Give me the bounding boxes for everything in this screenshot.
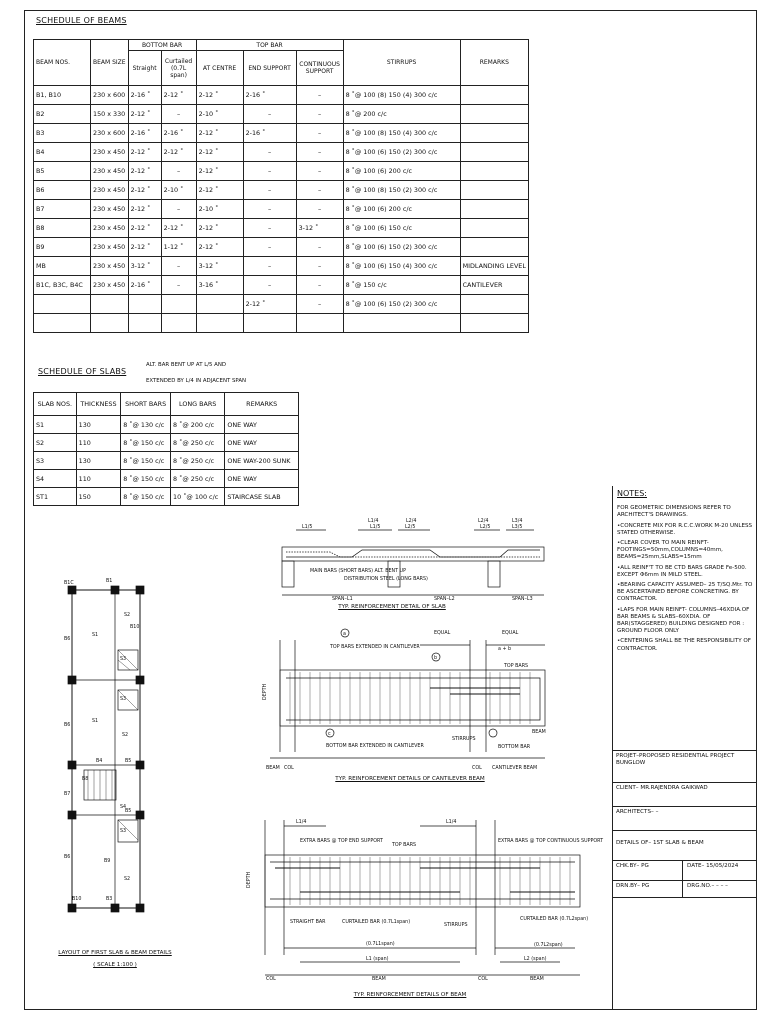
beam-cell-curtailed: 2-16 ˚	[161, 124, 196, 143]
note-item: •CENTERING SHALL BE THE RESPONSIBILITY OF CONTRACTOR.	[617, 638, 752, 652]
beam-cell-beam-size: 230 x 450	[91, 181, 129, 200]
beam-cell-end-support: –	[243, 162, 296, 181]
slab-label-l2-4: L2/4	[406, 519, 417, 524]
beam-cell-straight: 2-16 ˚	[128, 276, 161, 295]
slab-cell: 130	[76, 416, 121, 434]
title-block-date: DATE– 15/05/2024	[682, 860, 757, 880]
col-header-beam-nos: BEAM NOS.	[34, 40, 91, 86]
beam-cell-end-support: 2-12 ˚	[243, 295, 296, 314]
beam-label-beam-2: BEAM	[530, 977, 544, 982]
plan-label-b4: B4	[96, 759, 103, 764]
col-header-bottom-bar: BOTTOM BAR	[128, 40, 196, 51]
beam-cell-end-support: –	[243, 276, 296, 295]
beam-cell-continuous-support: –	[296, 105, 343, 124]
beam-cell-continuous-support: 3-12 ˚	[296, 219, 343, 238]
title-block-project: PROJET–PROPOSED RESIDENTIAL PROJECT BUNGLOW	[612, 750, 757, 782]
beam-cell-curtailed: –	[161, 162, 196, 181]
beam-cell-end-support: 2-16 ˚	[243, 86, 296, 105]
beam-cell-straight: 2-12 ˚	[128, 219, 161, 238]
slab-reinforcement-detail	[282, 530, 544, 595]
slab-col-header: SLAB NOS.	[34, 393, 77, 416]
beam-cell-beam-size: 230 x 450	[91, 200, 129, 219]
beam-cell-at-centre: 2-12 ˚	[196, 124, 243, 143]
beam-cell-curtailed: –	[161, 276, 196, 295]
beam-cell-end-support: –	[243, 200, 296, 219]
slab-cell: 8 ˚@ 150 c/c	[121, 452, 171, 470]
cant-label-c: c	[328, 732, 331, 737]
cantilever-caption: TYP. REINFORCEMENT DETAILS OF CANTILEVER BEAM	[335, 776, 485, 782]
beam-cell-beam-nos: B4	[34, 143, 91, 162]
title-block-drg-no: DRG.NO.– – – –	[682, 880, 757, 898]
col-header-top-bar: TOP BAR	[196, 40, 343, 51]
slab-label-l3-5: L3/5	[512, 525, 523, 530]
beam-cell-beam-size: 230 x 450	[91, 238, 129, 257]
beam-cell-at-centre: 2-10 ˚	[196, 105, 243, 124]
beam-cell-at-centre: 2-12 ˚	[196, 238, 243, 257]
beam-cell-straight: 2-16 ˚	[128, 86, 161, 105]
beam-cell-at-centre: 2-12 ˚	[196, 162, 243, 181]
beam-cell-beam-nos: B6	[34, 181, 91, 200]
cant-label-cant-beam: CANTILEVER BEAM	[492, 766, 538, 771]
beam-cell-end-support: –	[243, 219, 296, 238]
beam-cell-beam-nos: MB	[34, 257, 91, 276]
beam-cell-beam-size: 230 x 450	[91, 257, 129, 276]
slab-cell: ONE WAY	[225, 470, 299, 488]
slab-cell: 8 ˚@ 250 c/c	[171, 470, 225, 488]
plan-label-b6a: B6	[64, 637, 71, 642]
beam-cell-at-centre: 2-12 ˚	[196, 143, 243, 162]
plan-label-b1: B1	[106, 579, 113, 584]
beam-cell-stirrups: 8 ˚@ 100 (6) 150 c/c	[343, 219, 460, 238]
beam-cell-end-support: –	[243, 181, 296, 200]
beam-label-extra-end: EXTRA BARS @ TOP END SUPPORT	[300, 839, 383, 844]
slab-cell: 8 ˚@ 130 c/c	[121, 416, 171, 434]
beam-cell-straight: 2-12 ˚	[128, 181, 161, 200]
beam-cell-stirrups: 8 ˚@ 100 (6) 150 (2) 300 c/c	[343, 238, 460, 257]
note-item: •ALL REINF'T TO BE CTD BARS GRADE Fe-500. EXCEPT Φ6mm IN MILD STEEL.	[617, 564, 747, 578]
beam-cell-end-support: 2-16 ˚	[243, 124, 296, 143]
beam-cell-straight: 2-12 ˚	[128, 162, 161, 181]
beam-cell-straight: 2-12 ˚	[128, 238, 161, 257]
beam-cell-curtailed: –	[161, 200, 196, 219]
beam-cell-at-centre: 3-16 ˚	[196, 276, 243, 295]
layout-scale: ( SCALE 1:100 )	[93, 962, 137, 968]
plan-label-b7: B7	[64, 792, 71, 797]
beam-cell-beam-nos: B5	[34, 162, 91, 181]
slab-cell: 8 ˚@ 200 c/c	[171, 416, 225, 434]
cant-label-a: a	[343, 632, 346, 637]
slab-cell: ST1	[34, 488, 77, 506]
beam-cell-beam-nos: B1, B10	[34, 86, 91, 105]
slab-cell: S1	[34, 416, 77, 434]
slab-label-l2-4b: L2/4	[478, 519, 489, 524]
slab-label-l1-5b: L1/5	[370, 525, 381, 530]
slab-label-main-bars: MAIN BARS (SHORT BARS) ALT. BENT UP	[310, 569, 406, 574]
beam-label-straight-bar: STRAIGHT BAR	[290, 920, 326, 925]
beam-cell-remarks: MIDLANDING LEVEL	[460, 257, 528, 276]
title-block-chk-by: CHK.BY– PG	[612, 860, 682, 880]
layout-caption: LAYOUT OF FIRST SLAB & BEAM DETAILS	[58, 950, 172, 956]
beam-cell-continuous-support: –	[296, 124, 343, 143]
cant-label-beam-2: BEAM	[532, 730, 546, 735]
beam-label-span2-07: (0.7L2span)	[534, 943, 563, 948]
beam-cell-beam-size: 230 x 450	[91, 219, 129, 238]
beam-cell-continuous-support: –	[296, 257, 343, 276]
beam-label-col-1: COL	[266, 977, 276, 982]
cant-label-bottom-bar: BOTTOM BAR	[498, 745, 531, 750]
slab-label-span-l3: SPAN–L3	[512, 597, 533, 602]
cant-label-top-bars: TOP BARS	[504, 664, 529, 669]
beam-cell-straight: 2-12 ˚	[128, 105, 161, 124]
slab-cell: 150	[76, 488, 121, 506]
beam-label-top-bars: TOP BARS	[392, 843, 417, 848]
beam-cell-continuous-support: –	[296, 143, 343, 162]
col-header-remarks: REMARKS	[460, 40, 528, 86]
beam-cell-beam-nos: B7	[34, 200, 91, 219]
slab-col-header: REMARKS	[225, 393, 299, 416]
title-block-client: CLIENT– MR.RAJENDRA GAIKWAD	[612, 782, 757, 806]
beam-caption: TYP. REINFORCEMENT DETAILS OF BEAM	[353, 992, 467, 998]
cant-label-stirrups: STIRRUPS	[452, 737, 476, 742]
slab-col-header: THICKNESS	[76, 393, 121, 416]
beam-schedule-title: SCHEDULE OF BEAMS	[36, 16, 127, 25]
beam-cell-curtailed: 1-12 ˚	[161, 238, 196, 257]
slab-cell: 8 ˚@ 150 c/c	[121, 470, 171, 488]
plan-label-b10: B10	[130, 625, 140, 630]
beam-label-extra-cont: EXTRA BARS @ TOP CONTINUOUS SUPPORT	[498, 839, 604, 844]
slab-cell: S2	[34, 434, 77, 452]
beam-cell-beam-nos: B8	[34, 219, 91, 238]
slab-cell: ONE WAY	[225, 416, 299, 434]
slab-cell: 8 ˚@ 150 c/c	[121, 434, 171, 452]
slab-col-header: LONG BARS	[171, 393, 225, 416]
cant-label-col: COL	[284, 766, 294, 771]
beam-cell-continuous-support: –	[296, 181, 343, 200]
note-item: •BEARING CAPACITY ASSUMED– 25 T/SQ.Mtr. TO BE ASCERTAINED BEFORE CONCRETING. BY CONTRACTOR.	[617, 582, 753, 603]
slab-label-l1-4: L1/4	[368, 519, 379, 524]
beam-label-stirrups: STIRRUPS	[444, 923, 468, 928]
beam-cell-stirrups: 8 ˚@ 100 (8) 150 (4) 300 c/c	[343, 86, 460, 105]
beam-cell-at-centre: 2-10 ˚	[196, 200, 243, 219]
col-header-continuous-support: CONTINUOUS SUPPORT	[296, 51, 343, 86]
slab-cell: 8 ˚@ 250 c/c	[171, 434, 225, 452]
plan-label-s4: S4	[120, 805, 127, 810]
beam-cell-continuous-support: –	[296, 276, 343, 295]
col-header-beam-size: BEAM SIZE	[91, 40, 129, 86]
slab-cell: ONE WAY	[225, 434, 299, 452]
beam-cell-straight: 2-12 ˚	[128, 200, 161, 219]
beam-cell-at-centre: 2-12 ˚	[196, 86, 243, 105]
beam-cell-curtailed: –	[161, 257, 196, 276]
col-header-straight: Straight	[128, 51, 161, 86]
beam-cell-continuous-support: –	[296, 200, 343, 219]
beam-cell-beam-nos: B3	[34, 124, 91, 143]
beam-label-span2: L2 (span)	[524, 957, 547, 962]
beam-cell-beam-nos: B1C, B3C, B4C	[34, 276, 91, 295]
beam-label-depth: DEPTH	[247, 871, 252, 888]
beam-cell-stirrups: 8 ˚@ 100 (6) 150 (2) 300 c/c	[343, 143, 460, 162]
beam-label-l1-4b: L1/4	[446, 820, 457, 825]
beam-label-l1-4a: L1/4	[296, 820, 307, 825]
plan-label-s2b: S2	[122, 733, 129, 738]
plan-label-b10b: B10	[72, 897, 82, 902]
slab-cell: STAIRCASE SLAB	[225, 488, 299, 506]
plan-label-s2c: S2	[124, 877, 131, 882]
beam-cell-curtailed: 2-12 ˚	[161, 86, 196, 105]
beam-label-span1: L1 (span)	[366, 957, 389, 962]
note-item: •CONCRETE MIX FOR R.C.C.WORK M-20 UNLESS STATED OTHERWISE.	[617, 522, 753, 536]
plan-label-s2a: S2	[124, 613, 131, 618]
beam-cell-curtailed: –	[161, 105, 196, 124]
slab-label-l2-5: L2/5	[405, 525, 416, 530]
beam-cell-beam-size: 230 x 600	[91, 86, 129, 105]
beam-cell-straight: 3-12 ˚	[128, 257, 161, 276]
beam-cell-curtailed: 2-12 ˚	[161, 143, 196, 162]
cant-label-depth: DEPTH	[263, 683, 268, 700]
beam-cell-end-support: –	[243, 238, 296, 257]
col-header-stirrups: STIRRUPS	[343, 40, 460, 86]
slab-label-l2-5b: L2/5	[480, 525, 491, 530]
beam-cell-stirrups: 8 ˚@ 200 c/c	[343, 105, 460, 124]
col-header-curtailed: Curtailed (0.7L span)	[161, 51, 196, 86]
plan-label-b1c: B1C	[64, 581, 74, 586]
beam-cell-straight: 2-12 ˚	[128, 143, 161, 162]
beam-cell-end-support: –	[243, 143, 296, 162]
beam-cell-continuous-support: –	[296, 86, 343, 105]
plan-label-b5b: B5	[125, 809, 132, 814]
beam-cell-beam-size: 230 x 600	[91, 124, 129, 143]
slab-label-l3-4: L3/4	[512, 519, 523, 524]
plan-label-b6b: B6	[64, 723, 71, 728]
slab-cell: 8 ˚@ 250 c/c	[171, 452, 225, 470]
note-item: •LAPS FOR MAIN REINFT- COLUMNS–46XDIA.OF BAR BEAMS & SLABS–60XDIA. OF BAR(STAGGERED) BUILDING DESIGNED FOR : GROUND FLOOR ONLY	[617, 606, 750, 635]
beam-cell-straight: 2-16 ˚	[128, 124, 161, 143]
cant-label-beam: BEAM	[266, 766, 280, 771]
beam-cell-stirrups: 8 ˚@ 100 (6) 150 (4) 300 c/c	[343, 257, 460, 276]
beam-cell-remarks: CANTILEVER	[460, 276, 528, 295]
slab-cell: 130	[76, 452, 121, 470]
slab-label-l1-5a: L1/5	[302, 525, 313, 530]
note-item: •CLEAR COVER TO MAIN REINFT- FOOTINGS=50mm,COLUMNS=40mm, BEAMS=25mm,SLABS=15mm	[617, 540, 723, 561]
plan-label-b5a: B5	[125, 759, 132, 764]
cant-label-bottom-ext: BOTTOM BAR EXTENDED IN CANTILEVER	[326, 744, 424, 749]
col-header-at-centre: AT CENTRE	[196, 51, 243, 86]
beam-cell-continuous-support: –	[296, 295, 343, 314]
beam-cell-end-support: –	[243, 257, 296, 276]
beam-cell-continuous-support: –	[296, 162, 343, 181]
beam-label-beam: BEAM	[372, 977, 386, 982]
slab-cell: 8 ˚@ 150 c/c	[121, 488, 171, 506]
title-block-details: DETAILS OF– 1ST SLAB & BEAM	[612, 830, 757, 860]
plan-label-b8: B8	[82, 777, 89, 782]
beam-label-span1-07: (0.7L1span)	[366, 942, 395, 947]
beam-cell-stirrups: 8 ˚@ 100 (6) 200 c/c	[343, 162, 460, 181]
plan-label-s1a: S1	[92, 633, 99, 638]
beam-cell-beam-nos: B2	[34, 105, 91, 124]
beam-cell-stirrups: 8 ˚@ 100 (8) 150 (4) 300 c/c	[343, 124, 460, 143]
beam-cell-beam-size: 230 x 450	[91, 162, 129, 181]
cant-label-col-2: COL	[472, 766, 482, 771]
beam-cell-end-support: –	[243, 105, 296, 124]
beam-cell-beam-size: 150 x 330	[91, 105, 129, 124]
beam-cell-stirrups: 8 ˚@ 100 (6) 150 (2) 300 c/c	[343, 295, 460, 314]
beam-cell-beam-nos: B9	[34, 238, 91, 257]
beam-cell-at-centre: 3-12 ˚	[196, 257, 243, 276]
beam-cell-stirrups: 8 ˚@ 150 c/c	[343, 276, 460, 295]
plan-label-s3c: S3	[120, 829, 127, 834]
notes-heading: NOTES:	[617, 489, 647, 498]
slab-schedule-title: SCHEDULE OF SLABS	[38, 367, 127, 376]
plan-label-b9: B9	[104, 859, 111, 864]
beam-label-curtailed-bar: CURTAILED BAR (0.7L1span)	[342, 920, 411, 925]
plan-label-b6c: B6	[64, 855, 71, 860]
cant-label-top-bars-ext: TOP BARS EXTENDED IN CANTILEVER	[330, 645, 420, 650]
plan-label-s3a: S3	[120, 657, 127, 662]
col-header-end-support: END SUPPORT	[243, 51, 296, 86]
cant-label-b: b	[434, 656, 438, 661]
slab-schedule-note-2: EXTENDED BY L/4 IN ADJACENT SPAN	[146, 378, 247, 384]
slab-detail-caption: TYP. REINFORCEMENT DETAIL OF SLAB	[338, 604, 446, 610]
beam-cell-stirrups: 8 ˚@ 100 (8) 150 (2) 300 c/c	[343, 181, 460, 200]
slab-cell: ONE WAY-200 SUNK	[225, 452, 299, 470]
plan-label-s1b: S1	[92, 719, 99, 724]
beam-cell-beam-size: 230 x 450	[91, 143, 129, 162]
title-block-architects: ARCHITECTS– –	[612, 806, 757, 830]
plan-label-b3: B3	[106, 897, 113, 902]
slab-cell: 110	[76, 470, 121, 488]
beam-cell-continuous-support: –	[296, 238, 343, 257]
slab-cell: S3	[34, 452, 77, 470]
slab-label-dist-steel: DISTRIBUTION STEEL (LONG BARS)	[344, 577, 428, 582]
note-item: FOR GEOMETRIC DIMENSIONS REFER TO ARCHITECT'S DRAWINGS.	[617, 505, 731, 519]
beam-cell-at-centre: 2-12 ˚	[196, 181, 243, 200]
beam-cell-curtailed: 2-10 ˚	[161, 181, 196, 200]
cant-label-equal-2: EQUAL	[502, 631, 519, 636]
beam-cell-beam-size: 230 x 450	[91, 276, 129, 295]
slab-cell: 110	[76, 434, 121, 452]
cant-label-ab: a + b	[498, 647, 512, 652]
beam-cell-stirrups: 8 ˚@ 100 (6) 200 c/c	[343, 200, 460, 219]
beam-label-col-2: COL	[478, 977, 488, 982]
title-block-drn-by: DRN.BY– PG	[612, 880, 682, 898]
slab-schedule-note-1: ALT. BAR BENT UP AT L/5 AND	[146, 362, 227, 368]
plan-label-s3b: S3	[120, 697, 127, 702]
beam-cell-at-centre: 2-12 ˚	[196, 219, 243, 238]
beam-label-curtailed-bar-2: CURTAILED BAR (0.7L2span)	[520, 917, 589, 922]
slab-label-span-l2: SPAN–L2	[434, 597, 455, 602]
beam-cell-curtailed: 2-12 ˚	[161, 219, 196, 238]
slab-cell: S4	[34, 470, 77, 488]
slab-label-span-l1: SPAN–L1	[332, 597, 353, 602]
slab-col-header: SHORT BARS	[121, 393, 171, 416]
cant-label-equal-1: EQUAL	[434, 631, 451, 636]
slab-cell: 10 ˚@ 100 c/c	[171, 488, 225, 506]
